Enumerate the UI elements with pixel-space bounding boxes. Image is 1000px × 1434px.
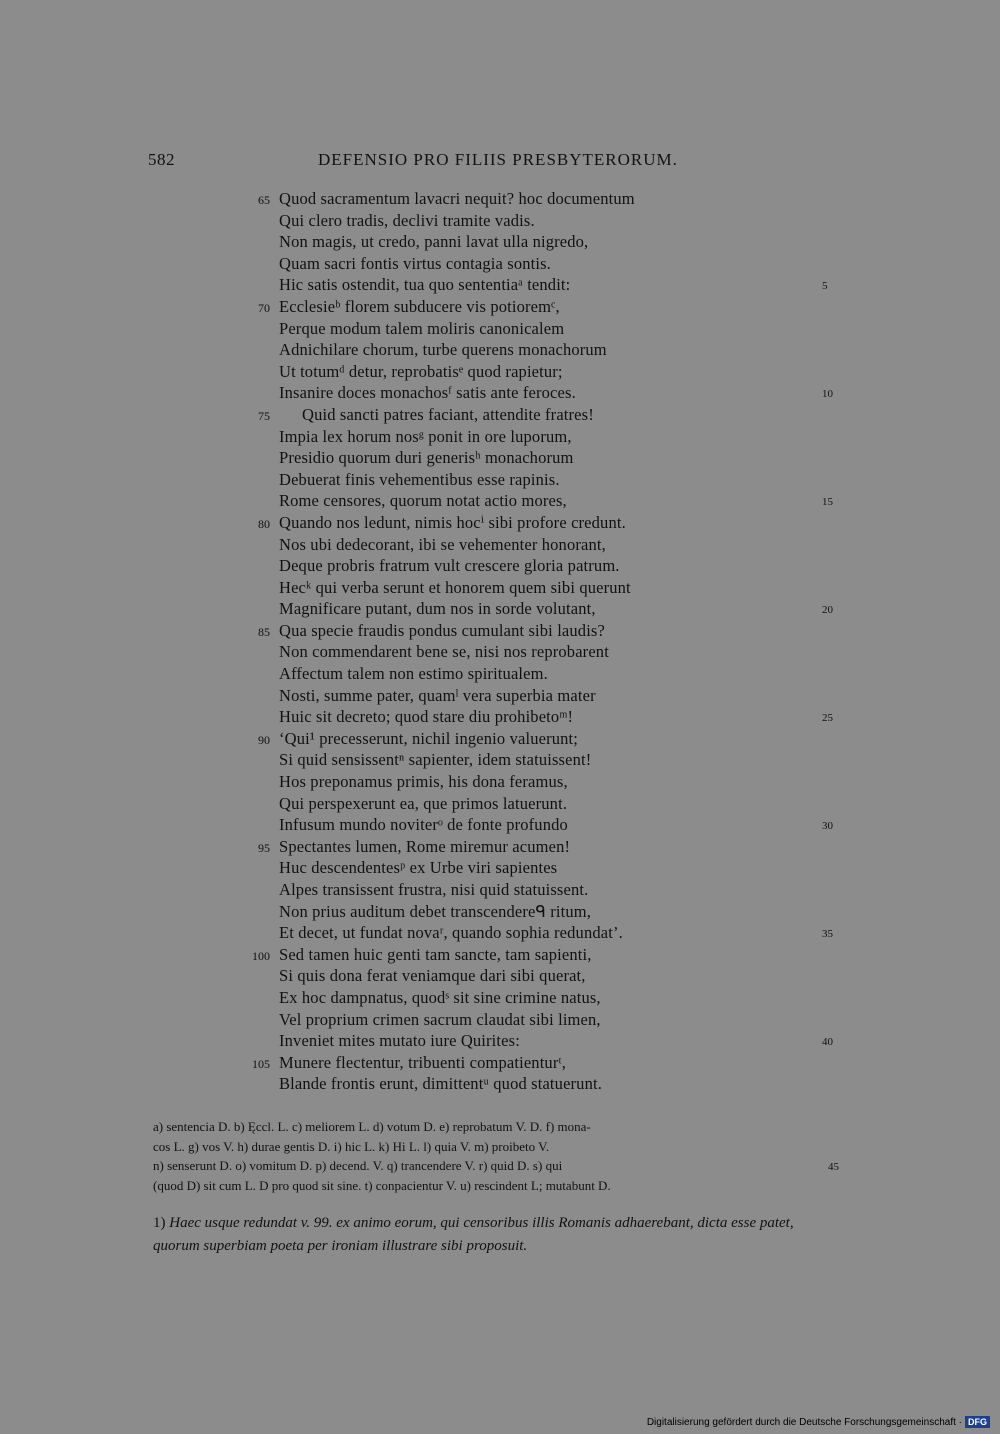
counter-number: 30 bbox=[822, 820, 833, 833]
verse-number: 100 bbox=[252, 948, 270, 963]
verse-text: Sed tamen huic genti tam sancte, tam sapienti, bbox=[279, 944, 592, 964]
verse-line bbox=[0, 448, 1000, 470]
apparatus-text: cos L. g) vos V. h) durae gentis D. i) hic L. k) Hi L. l) quia V. m) proibeto V. bbox=[153, 1138, 550, 1154]
verse-text: Et decet, ut fundat novaʳ, quando sophia redundat’. bbox=[279, 923, 623, 943]
verse-text: Perque modum talem moliris canonicalem bbox=[279, 318, 565, 338]
counter-number: 35 bbox=[822, 928, 833, 941]
verse-number: 90 bbox=[258, 732, 270, 747]
verse-text: Infusum mundo noviterᵒ de fonte profundo bbox=[279, 815, 568, 835]
verse-line bbox=[0, 1031, 1000, 1053]
verse-line bbox=[0, 621, 1000, 643]
verse-line bbox=[0, 275, 1000, 297]
counter-number: 25 bbox=[822, 712, 833, 725]
counter-number: 15 bbox=[822, 496, 833, 509]
verse-line bbox=[0, 642, 1000, 664]
verse-text: Ut totumᵈ detur, reprobatisᵉ quod rapietur; bbox=[279, 361, 563, 381]
apparatus-text: (quod D) sit cum L. D pro quod sit sine. t) conpacientur V. u) rescindent L; mutabunt D. bbox=[153, 1177, 611, 1193]
apparatus-line bbox=[153, 1117, 823, 1137]
verse-line bbox=[0, 297, 1000, 319]
verse-text: ‘Qui¹ precesserunt, nichil ingenio valuerunt; bbox=[279, 728, 578, 748]
verse-text: Rome censores, quorum notat actio mores, bbox=[279, 491, 567, 511]
verse-line bbox=[0, 340, 1000, 362]
verse-line bbox=[0, 880, 1000, 902]
apparatus-line bbox=[153, 1156, 839, 1176]
page-number: 582 bbox=[148, 150, 175, 169]
verse-text: Inveniet mites mutato iure Quirites: bbox=[279, 1031, 520, 1051]
apparatus-line bbox=[153, 1176, 823, 1196]
verse-number: 80 bbox=[258, 516, 270, 531]
verse-text: Non magis, ut credo, panni lavat ulla nigredo, bbox=[279, 232, 589, 252]
verse-line bbox=[0, 189, 1000, 211]
verse-number: 85 bbox=[258, 624, 270, 639]
verse-line bbox=[0, 405, 1000, 427]
verse-line bbox=[0, 815, 1000, 837]
dfg-banner-text: Digitalisierung gefördert durch die Deutsche Forschungsgemeinschaft · bbox=[646, 1416, 962, 1428]
running-title: DEFENSIO PRO FILIIS PRESBYTERORUM. bbox=[318, 150, 678, 169]
verse-line bbox=[0, 1010, 1000, 1032]
poem-text bbox=[0, 189, 1000, 1096]
verse-line bbox=[0, 750, 1000, 772]
verse-text: Hecᵏ qui verba serunt et honorem quem sibi querunt bbox=[279, 577, 631, 597]
verse-line bbox=[0, 470, 1000, 492]
verse-line bbox=[0, 837, 1000, 859]
counter-number: 20 bbox=[822, 604, 833, 617]
verse-line bbox=[0, 319, 1000, 341]
verse-text: Qui clero tradis, declivi tramite vadis. bbox=[279, 210, 535, 230]
verse-line bbox=[0, 491, 1000, 513]
verse-line bbox=[0, 535, 1000, 557]
page-header bbox=[148, 150, 838, 174]
verse-line bbox=[0, 707, 1000, 729]
verse-text: Non prius auditum debet transcendereᑫ ritum, bbox=[279, 901, 592, 921]
apparatus-text: n) senserunt D. o) vomitum D. p) decend. V. q) trancendere V. r) quid D. s) qui bbox=[153, 1158, 563, 1173]
verse-text: Ecclesieᵇ florem subducere vis potioremᶜ, bbox=[279, 296, 560, 316]
verse-text: Quod sacramentum lavacri nequit? hoc documentum bbox=[279, 189, 635, 208]
verse-line bbox=[0, 988, 1000, 1010]
verse-text: Huic sit decreto; quod stare diu prohibetoᵐ! bbox=[279, 707, 574, 727]
verse-line bbox=[0, 966, 1000, 988]
verse-line bbox=[0, 902, 1000, 924]
footnote-number: 1) bbox=[153, 1215, 166, 1231]
verse-line bbox=[0, 232, 1000, 254]
apparatus-line bbox=[153, 1137, 823, 1157]
verse-line bbox=[0, 1074, 1000, 1096]
verse-line bbox=[0, 729, 1000, 751]
verse-line bbox=[0, 794, 1000, 816]
verse-line bbox=[0, 556, 1000, 578]
verse-text: Impia lex horum nosᵍ ponit in ore luporum, bbox=[279, 426, 572, 446]
verse-line bbox=[0, 686, 1000, 708]
verse-text: Munere flectentur, tribuenti compatienturᵗ, bbox=[279, 1052, 567, 1072]
verse-text: Si quid sensissentⁿ sapienter, idem statuissent! bbox=[279, 750, 592, 770]
verse-number: 65 bbox=[258, 193, 270, 207]
verse-text: Insanire doces monachosᶠ satis ante feroces. bbox=[279, 383, 576, 403]
verse-text: Qua specie fraudis pondus cumulant sibi laudis? bbox=[279, 620, 605, 640]
verse-line bbox=[0, 513, 1000, 535]
verse-line bbox=[0, 362, 1000, 384]
verse-text: Quid sancti patres faciant, attendite fratres! bbox=[302, 404, 594, 424]
verse-line bbox=[0, 599, 1000, 621]
verse-text: Quando nos ledunt, nimis hocⁱ sibi profore credunt. bbox=[279, 512, 626, 532]
verse-line bbox=[0, 578, 1000, 600]
footnote bbox=[153, 1212, 833, 1258]
counter-number: 40 bbox=[822, 1036, 833, 1049]
verse-text: Presidio quorum duri generisʰ monachorum bbox=[279, 448, 574, 468]
footnote-text: Haec usque redundat v. 99. ex animo eorum, qui censoribus illis Romanis adhaerebant, dicta esse patet, quorum superbiam poeta per ironiam illustrare sibi proposuit. bbox=[153, 1215, 794, 1254]
verse-text: Hic satis ostendit, tua quo sententiaᵃ tendit: bbox=[279, 275, 571, 295]
verse-text: Deque probris fratrum vult crescere gloria patrum. bbox=[279, 556, 620, 576]
dfg-logo: DFG bbox=[965, 1416, 990, 1428]
verse-number: 75 bbox=[258, 408, 270, 423]
verse-line bbox=[0, 254, 1000, 276]
verse-line bbox=[0, 858, 1000, 880]
verse-line bbox=[0, 664, 1000, 686]
verse-text: Nosti, summe pater, quamˡ vera superbia mater bbox=[279, 685, 596, 705]
counter-number: 45 bbox=[828, 1161, 839, 1173]
verse-text: Vel proprium crimen sacrum claudat sibi limen, bbox=[279, 1009, 601, 1029]
verse-text: Spectantes lumen, Rome miremur acumen! bbox=[279, 836, 571, 856]
verse-text: Blande frontis erunt, dimittentᵘ quod statuerunt. bbox=[279, 1074, 602, 1094]
counter-number: 5 bbox=[822, 280, 828, 293]
dfg-banner bbox=[647, 1416, 990, 1428]
verse-text: Alpes transissent frustra, nisi quid statuissent. bbox=[279, 880, 589, 899]
verse-text: Quam sacri fontis virtus contagia sontis. bbox=[279, 253, 551, 273]
verse-text: Hos preponamus primis, his dona feramus, bbox=[279, 772, 568, 792]
verse-line bbox=[0, 383, 1000, 405]
verse-number: 105 bbox=[252, 1056, 270, 1071]
verse-number: 70 bbox=[258, 300, 270, 315]
verse-text: Adnichilare chorum, turbe querens monachorum bbox=[279, 340, 607, 360]
verse-line bbox=[0, 923, 1000, 945]
verse-text: Debuerat finis vehementibus esse rapinis. bbox=[279, 469, 560, 489]
counter-number: 10 bbox=[822, 388, 833, 401]
verse-text: Nos ubi dedecorant, ibi se vehementer honorant, bbox=[279, 534, 606, 554]
critical-apparatus bbox=[153, 1117, 839, 1195]
verse-text: Magnificare putant, dum nos in sorde volutant, bbox=[279, 599, 596, 619]
verse-text: Non commendarent bene se, nisi nos reprobarent bbox=[279, 642, 609, 662]
verse-number: 95 bbox=[258, 840, 270, 855]
verse-line bbox=[0, 945, 1000, 967]
verse-line bbox=[0, 1053, 1000, 1075]
verse-line bbox=[0, 772, 1000, 794]
verse-text: Qui perspexerunt ea, que primos latuerunt. bbox=[279, 793, 568, 813]
verse-text: Ex hoc dampnatus, quodˢ sit sine crimine natus, bbox=[279, 987, 601, 1007]
verse-line bbox=[0, 211, 1000, 233]
verse-text: Si quis dona ferat veniamque dari sibi querat, bbox=[279, 966, 586, 986]
verse-text: Huc descendentesᵖ ex Urbe viri sapientes bbox=[279, 858, 558, 878]
verse-line bbox=[0, 427, 1000, 449]
apparatus-text: a) sentencia D. b) Ęccl. L. c) meliorem L. d) votum D. e) reprobatum V. D. f) mona- bbox=[153, 1119, 591, 1134]
verse-text: Affectum talem non estimo spiritualem. bbox=[279, 664, 548, 684]
